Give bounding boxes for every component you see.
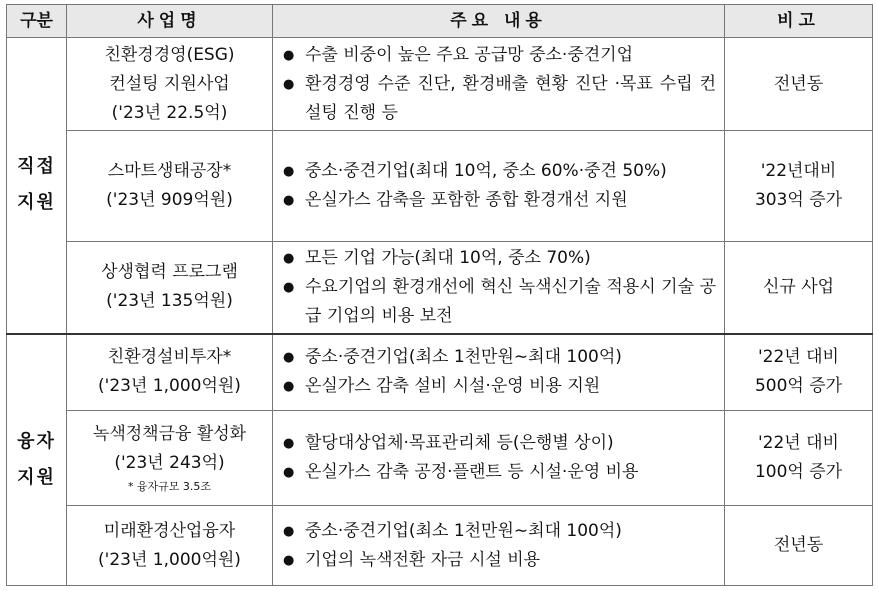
note-cell — [725, 131, 873, 242]
bullet-text: 온실가스 감축을 포함한 종합 환경개선 지원 — [305, 190, 628, 210]
bullet-dot-icon: ● — [283, 47, 295, 63]
bullet-item — [283, 186, 716, 215]
header-note: 비고 — [725, 5, 873, 38]
project-name-cell — [67, 506, 273, 586]
bullet-dot-icon: ● — [283, 76, 295, 92]
project-budget-line: ('23년 909억원) — [106, 190, 233, 210]
project-name-cell — [67, 131, 273, 242]
bullet-dot-icon: ● — [283, 465, 295, 480]
note-cell — [725, 242, 873, 334]
content-cell — [273, 334, 725, 411]
project-name-line: 친환경설비투자* — [107, 347, 232, 368]
bullet-text: 온실가스 감축 공정·플랜트 등 시설·운영 비용 — [305, 462, 639, 482]
bullet-dot-icon: ● — [283, 523, 295, 539]
project-budget-line: ('23년 1,000억원) — [98, 376, 241, 397]
header-category: 구분 — [7, 5, 67, 38]
header-content: 주요 내용 — [273, 5, 725, 38]
note-line: 100억 증가 — [754, 462, 843, 482]
note-line: '22년대비 — [760, 161, 837, 181]
note-line: 303억 증가 — [754, 190, 843, 210]
bullet-item — [283, 244, 716, 273]
project-budget-line: ('23년 22.5억) — [111, 102, 228, 123]
category-label-line: 융자 — [17, 430, 56, 452]
project-footnote: * 융자규모 3.5조 — [127, 480, 212, 493]
category-label-line: 직접 — [17, 156, 56, 178]
bullet-dot-icon: ● — [283, 436, 295, 451]
note-line: 신규 사업 — [762, 276, 835, 297]
table-row — [7, 38, 873, 131]
bullet-text: 기업의 녹색전환 자금 시설 비용 — [305, 549, 541, 570]
project-name-cell — [67, 411, 273, 506]
bullet-text: 온실가스 감축 설비 시설·운영 비용 지원 — [305, 376, 601, 397]
note-cell — [725, 411, 873, 506]
bullet-text: 수출 비중이 높은 주요 공급망 중소·중견기업 — [305, 44, 634, 65]
note-line: '22년 대비 — [758, 433, 839, 453]
bullet-text: 할당대상업체·목표관리체 등(은행별 상이) — [305, 433, 614, 453]
table-row — [7, 242, 873, 334]
note-line: '22년 대비 — [758, 347, 839, 368]
project-name-line: 친환경경영(ESG) — [104, 44, 235, 65]
note-cell — [725, 506, 873, 586]
header-row — [7, 5, 873, 38]
bullet-dot-icon: ● — [283, 379, 295, 395]
project-name-cell — [67, 38, 273, 131]
table-row — [7, 334, 873, 411]
bullet-dot-icon: ● — [283, 552, 295, 568]
bullet-item — [283, 546, 716, 575]
bullet-dot-icon: ● — [283, 193, 295, 208]
project-name-line: 상생협력 프로그램 — [101, 262, 238, 283]
project-name-line: 컨설팅 지원사업 — [109, 73, 230, 94]
bullet-text: 중소·중견기업(최소 1천만원∼최대 100억) — [305, 520, 622, 541]
project-budget-line: ('23년 1,000억원) — [98, 549, 241, 570]
content-cell — [273, 131, 725, 242]
note-line: 전년동 — [773, 73, 824, 94]
bullet-dot-icon: ● — [283, 250, 295, 266]
note-cell — [725, 38, 873, 131]
note-line: 전년동 — [773, 535, 824, 555]
category-label-line: 지원 — [17, 466, 56, 488]
table-row — [7, 131, 873, 242]
table-row — [7, 506, 873, 586]
bullet-item — [283, 458, 716, 487]
category-label-line: 지원 — [17, 192, 56, 214]
bullet-item — [283, 157, 716, 186]
bullet-text: 환경경영 수준 진단, 환경배출 현황 진단 ·목표 수립 컨설팅 진행 등 — [305, 73, 716, 123]
support-program-table — [6, 4, 873, 586]
bullet-item — [283, 273, 716, 331]
category-cell-loan — [7, 334, 67, 586]
bullet-text: 수요기업의 환경개선에 혁신 녹색신기술 적용시 기술 공급 기업의 비용 보전 — [305, 276, 716, 326]
note-cell — [725, 334, 873, 411]
project-name-cell — [67, 334, 273, 411]
table-row — [7, 411, 873, 506]
project-budget-line: ('23년 243억) — [114, 453, 225, 473]
project-name-line: 녹색정책금융 활성화 — [92, 424, 247, 444]
project-budget-line: ('23년 135억원) — [106, 291, 233, 312]
project-name-line: 스마트생태공장* — [107, 161, 232, 181]
project-name-cell — [67, 242, 273, 334]
bullet-dot-icon: ● — [283, 164, 295, 179]
project-name-line: 미래환경산업융자 — [103, 520, 236, 541]
bullet-item — [283, 343, 716, 372]
bullet-item — [283, 70, 716, 128]
bullet-item — [283, 41, 716, 70]
category-cell-direct — [7, 38, 67, 334]
content-cell — [273, 411, 725, 506]
header-project: 사업명 — [67, 5, 273, 38]
note-line: 500억 증가 — [754, 376, 843, 397]
bullet-item — [283, 429, 716, 458]
bullet-text: 중소·중견기업(최대 10억, 중소 60%·중견 50%) — [305, 161, 667, 181]
content-cell — [273, 506, 725, 586]
content-cell — [273, 242, 725, 334]
content-cell — [273, 38, 725, 131]
bullet-text: 중소·중견기업(최소 1천만원∼최대 100억) — [305, 347, 622, 368]
bullet-dot-icon: ● — [283, 279, 295, 295]
bullet-item — [283, 372, 716, 401]
bullet-dot-icon: ● — [283, 350, 295, 366]
bullet-item — [283, 517, 716, 546]
bullet-text: 모든 기업 가능(최대 10억, 중소 70%) — [305, 247, 591, 268]
